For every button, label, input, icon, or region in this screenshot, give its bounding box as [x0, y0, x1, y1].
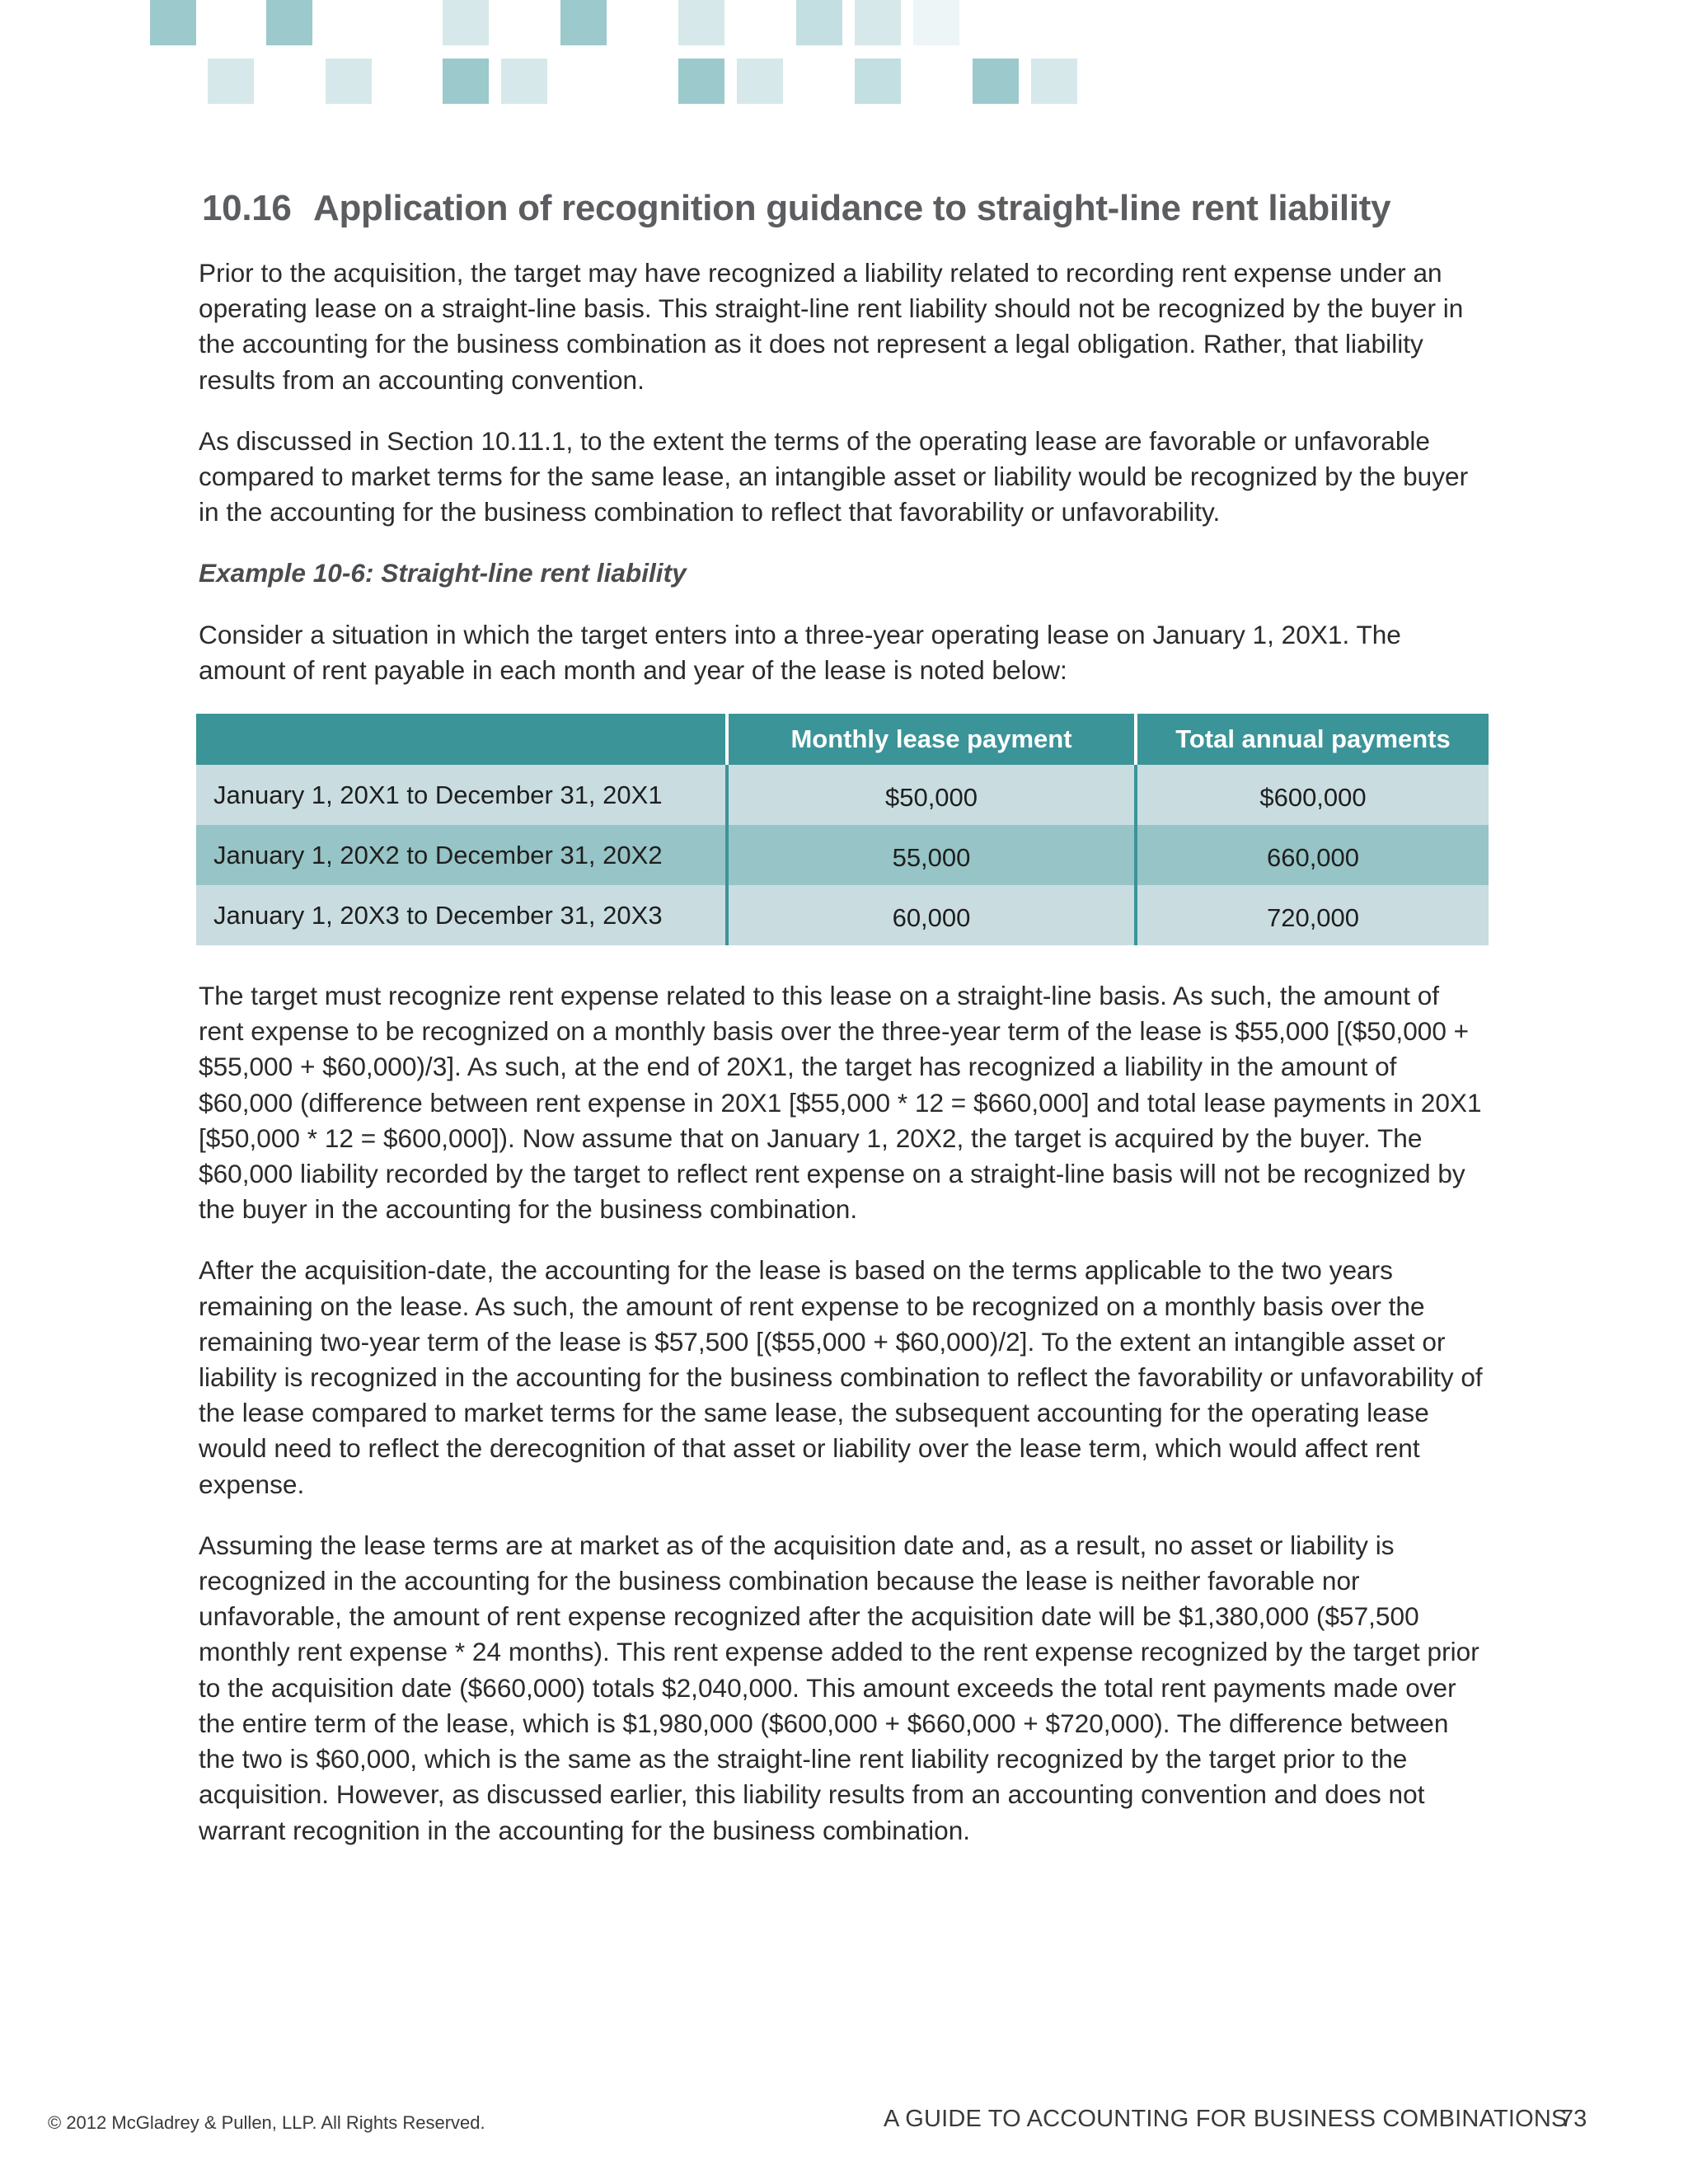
paragraph-post-acquisition: After the acquisition-date, the accounting for the lease is based on the terms applicable to the two years remaining on the lease. As such, the amount of rent expense to be recognized on a monthly basis over the remaining two-year term of the lease is $57,500 [($55,000 + $60,000)/2]. To the extent an intangible asset or liability is recognized in the accounting for the business combination to reflect the favorability or unfavorability of the lease compared to market terms for the same lease, the subsequent accounting for the operating lease would need to reflect the derecognition of that asset or liability over the lease term, which would affect rent expense. [199, 1255, 1483, 1499]
table-row [196, 885, 1489, 945]
table-header-period [196, 714, 727, 765]
table-cell-monthly: 55,000 [727, 825, 1136, 885]
lease-payment-table [196, 714, 1489, 945]
pattern-square [208, 59, 254, 104]
paragraph-straight-line-calculation: The target must recognize rent expense related to this lease on a straight-line basis. As such, the amount of rent expense to be recognized on a monthly basis over the three-year term of the lease is $55,000 [($50,000 + $55,000 + $60,000)/3]. As such, at the end of 20X1, the target has recognized a liability in the amount of $60,000 (difference between rent expense in 20X1 [$55,000 * 12 = $660,000] and total lease payments in 20X1 [$50,000 * 12 = $600,000]). Now assume that on January 1, 20X2, the target is acquired by the buyer. The $60,000 liability recorded by the target to reflect rent expense on a straight-line basis will not be recognized by the buyer in the accounting for the business combination. [199, 981, 1482, 1225]
decorative-square-pattern [0, 0, 1688, 107]
pattern-square [443, 59, 489, 104]
paragraph-market-terms: Assuming the lease terms are at market as of the acquisition date and, as a result, no asset or liability is recognized in the accounting for the business combination because the lease is neither favorable nor unfavorable, the amount of rent expense recognized after the acquisition date will be $1,380,000 ($57,500 monthly rent expense * 24 months). This rent expense added to the rent expense recognized by the target prior to the acquisition date ($660,000) totals $2,040,000. This amount exceeds the total rent payments made over the entire term of the lease, which is $1,980,000 ($600,000 + $660,000 + $720,000). The difference between the two is $60,000, which is the same as the straight-line rent liability recognized by the target prior to the acquisition. However, as discussed earlier, this liability results from an accounting convention and does not warrant recognition in the accounting for the business combination. [199, 1530, 1479, 1845]
table-cell-monthly: $50,000 [727, 765, 1136, 825]
pattern-square [443, 0, 489, 45]
pattern-square [855, 59, 901, 104]
pattern-square [796, 0, 842, 45]
table-header-monthly: Monthly lease payment [727, 714, 1136, 765]
pattern-square [1031, 59, 1077, 104]
pattern-square [501, 59, 547, 104]
paragraph-favorability: As discussed in Section 10.11.1, to the extent the terms of the operating lease are favorable or unfavorable compared to market terms for the same lease, an intangible asset or liability would be recognized by the buyer in the accounting for the business combination to reflect that favorability or unfavorability. [199, 425, 1469, 527]
table-cell-annual: $600,000 [1136, 765, 1489, 825]
table-row [196, 765, 1489, 825]
pattern-square [855, 0, 901, 45]
footer-copyright: © 2012 McGladrey & Pullen, LLP. All Rights Reserved. [48, 2112, 485, 2133]
paragraph-example-setup: Consider a situation in which the target enters into a three-year operating lease on January 1, 20X1. The amount of rent payable in each month and year of the lease is noted below: [199, 619, 1401, 685]
page-content [199, 188, 1489, 1874]
pattern-square [678, 0, 724, 45]
table-header-annual: Total annual payments [1136, 714, 1489, 765]
section-title: Application of recognition guidance to straight-line rent liability [313, 188, 1391, 228]
table-cell-period: January 1, 20X1 to December 31, 20X1 [196, 765, 727, 825]
pattern-square [266, 0, 312, 45]
pattern-square [678, 59, 724, 104]
table-cell-annual: 720,000 [1136, 885, 1489, 945]
table-cell-period: January 1, 20X2 to December 31, 20X2 [196, 825, 727, 885]
example-title: Example 10-6: Straight-line rent liability [199, 558, 687, 588]
table-row [196, 825, 1489, 885]
table-cell-annual: 660,000 [1136, 825, 1489, 885]
pattern-square [150, 0, 196, 45]
pattern-square [973, 59, 1019, 104]
footer-guide-title: A GUIDE TO ACCOUNTING FOR BUSINESS COMBINATIONS [884, 2106, 1568, 2132]
pattern-square [737, 59, 783, 104]
page-number: 73 [1560, 2106, 1587, 2132]
pattern-square [913, 0, 959, 45]
pattern-square [560, 0, 607, 45]
table-header-row [196, 714, 1489, 765]
section-number: 10.16 [202, 188, 292, 228]
section-heading [202, 188, 1489, 229]
table-cell-monthly: 60,000 [727, 885, 1136, 945]
pattern-square [326, 59, 372, 104]
table-cell-period: January 1, 20X3 to December 31, 20X3 [196, 885, 727, 945]
paragraph-intro: Prior to the acquisition, the target may have recognized a liability related to recording rent expense under an operating lease on a straight-line basis. This straight-line rent liability should not be recognized by the buyer in the accounting for the business combination as it does not represent a legal obligation. Rather, that liability results from an accounting convention. [199, 258, 1464, 395]
